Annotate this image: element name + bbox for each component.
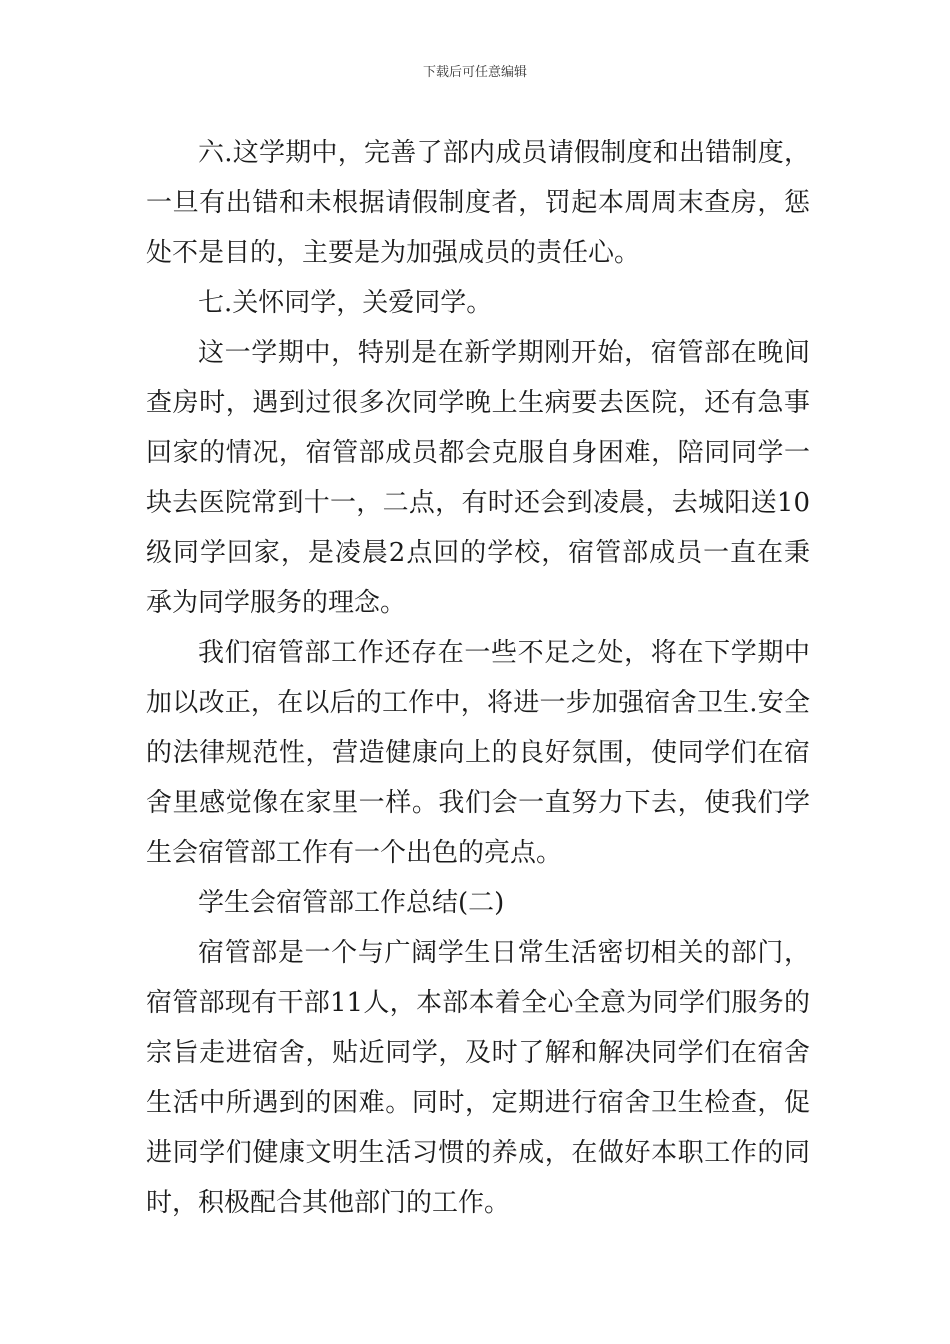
paragraph-item-7-heading: 七.关怀同学，关爱同学。 [198, 288, 493, 318]
section-title-summary-two: 学生会宿管部工作总结(二) [198, 888, 505, 918]
document-body [146, 128, 810, 1228]
paragraph-shortcomings: 我们宿管部工作还存在一些不足之处，将在下学期中加以改正，在以后的工作中，将进一步加强宿舍卫生.安全的法律规范性，营造健康向上的良好氛围，使同学们在宿舍里感觉像在家里一样。我们会一直努力下去，使我们学生会宿管部工作有一个出色的亮点。 [146, 638, 810, 868]
paragraph-item-6: 六.这学期中，完善了部内成员请假制度和出错制度，一旦有出错和未根据请假制度者，罚起本周周末查房，惩处不是目的，主要是为加强成员的责任心。 [146, 138, 810, 268]
paragraph-care-students: 这一学期中，特别是在新学期刚开始，宿管部在晚间查房时，遇到过很多次同学晚上生病要去医院，还有急事回家的情况，宿管部成员都会克服自身困难，陪同同学一块去医院常到十一，二点，有时还会到凌晨，去城阳送10级同学回家，是凌晨2点回的学校，宿管部成员一直在秉承为同学服务的理念。 [146, 338, 810, 618]
paragraph-department-intro: 宿管部是一个与广阔学生日常生活密切相关的部门，宿管部现有干部11人，本部本着全心全意为同学们服务的宗旨走进宿舍，贴近同学，及时了解和解决同学们在宿舍生活中所遇到的困难。同时，定期进行宿舍卫生检查，促进同学们健康文明生活习惯的养成，在做好本职工作的同时，积极配合其他部门的工作。 [146, 938, 810, 1218]
page-header: 下载后可任意编辑 [422, 65, 527, 80]
